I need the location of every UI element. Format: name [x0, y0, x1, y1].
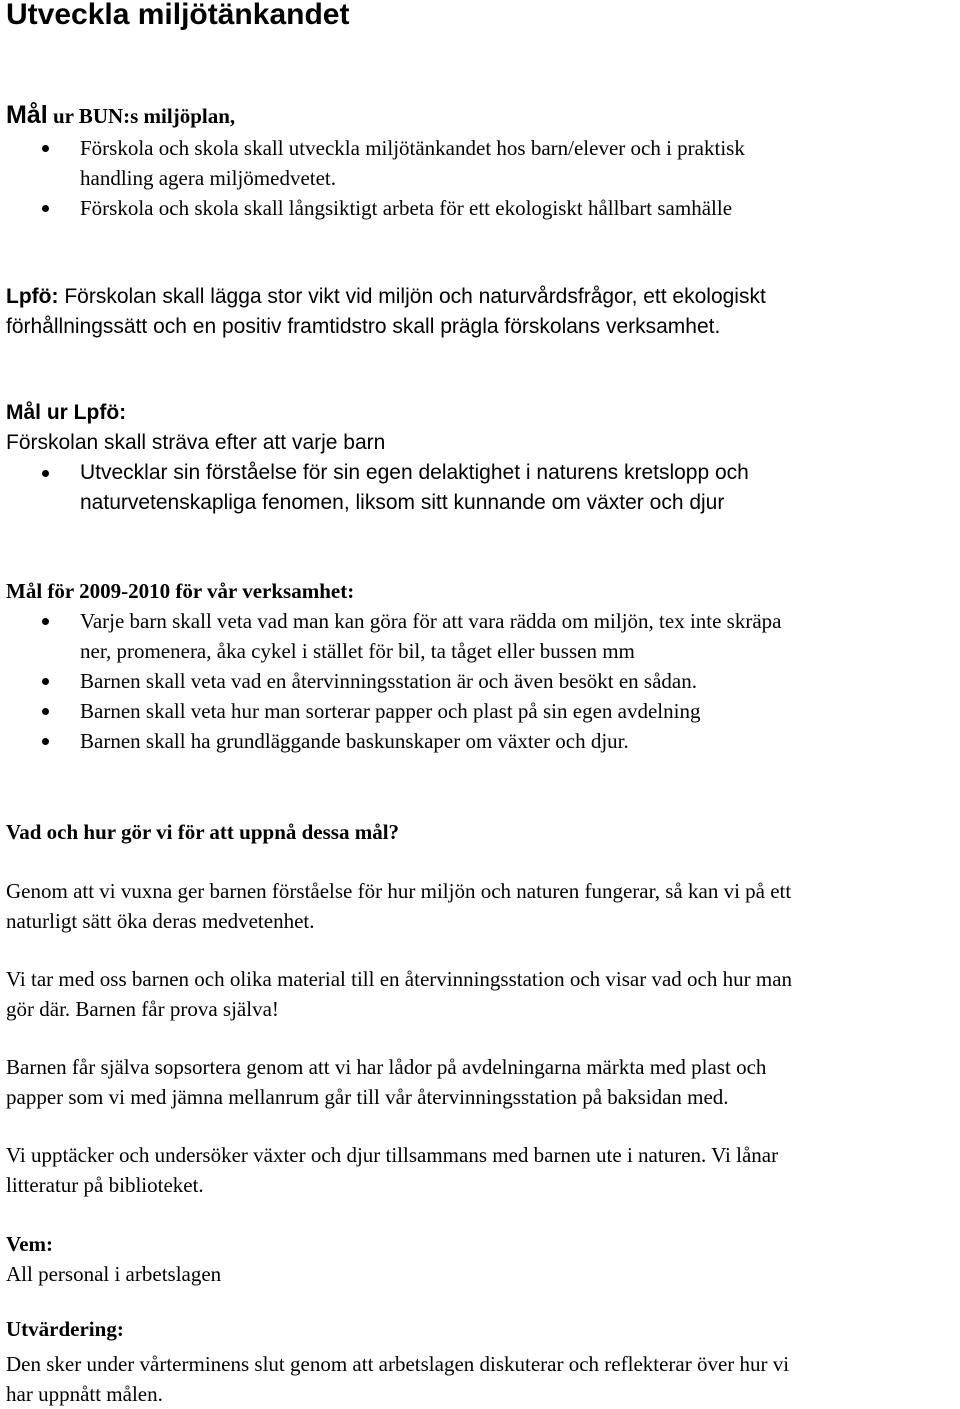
bullet-icon — [42, 678, 49, 685]
how-p2-line-1: Vi tar med oss barnen och olika material till en återvinningsstation och visar vad och hur man — [6, 967, 793, 991]
bullet-icon — [42, 205, 49, 212]
bun-bullet-1-line-2: handling agera miljömedvetet. — [80, 166, 336, 190]
bullet-icon — [42, 738, 49, 745]
mal-2009-bullet-3 — [6, 696, 958, 726]
mal-lpfo-bullet-list — [6, 458, 958, 518]
mal-2009-heading: Mål för 2009-2010 för vår verksamhet: — [6, 579, 355, 603]
how-section — [6, 817, 958, 847]
lpfo-line-1 — [6, 282, 958, 312]
mal-2009-bullet-4-line-1: Barnen skall ha grundläggande baskunskaper om växter och djur. — [80, 729, 629, 753]
utvardering-line-1: Den sker under vårterminens slut genom att arbetslagen diskuterar och reflekterar över hur vi — [6, 1352, 790, 1376]
how-paragraph-4 — [6, 1140, 958, 1200]
mal-2009-section — [6, 576, 958, 756]
how-p3-line-1: Barnen får själva sopsortera genom att vi har lådor på avdelningarna märkta med plast och — [6, 1055, 767, 1079]
mal-lpfo-bullet-1 — [6, 458, 958, 518]
vem-heading: Vem: — [6, 1232, 54, 1256]
how-p1-line-2: naturligt sätt öka deras medvetenhet. — [6, 909, 315, 933]
bun-bullet-2-line-1: Förskola och skola skall långsiktigt arbeta för ett ekologiskt hållbart samhälle — [80, 196, 733, 220]
bun-bullet-1-line-1: Förskola och skola skall utveckla miljötänkandet hos barn/elever och i praktisk — [80, 136, 745, 160]
mal-lpfo-bullet-1-line-1: Utvecklar sin förståelse för sin egen delaktighet i naturens kretslopp och — [80, 461, 749, 484]
bullet-icon — [42, 708, 49, 715]
lpfo-line-2: förhållningssätt och en positiv framtidstro skall prägla förskolans verksamhet. — [6, 315, 721, 338]
bullet-icon — [42, 618, 49, 625]
how-paragraph-2 — [6, 964, 958, 1024]
how-p4-line-1: Vi upptäcker och undersöker växter och djur tillsammans med barnen ute i naturen. Vi lånar — [6, 1143, 779, 1167]
mal-lpfo-section — [6, 398, 958, 518]
mal-lpfo-bullet-1-line-2: naturvetenskapliga fenomen, liksom sitt kunnande om växter och djur — [80, 491, 725, 514]
bun-bullet-2 — [6, 193, 958, 223]
how-p4-line-2: litteratur på biblioteket. — [6, 1173, 204, 1197]
lpfo-text-1: Förskolan skall lägga stor vikt vid miljön och naturvårdsfrågor, ett ekologiskt — [58, 285, 766, 308]
bullet-icon — [42, 470, 49, 477]
mal-2009-bullet-3-line-1: Barnen skall veta hur man sorterar papper och plast på sin egen avdelning — [80, 699, 701, 723]
utvardering-line-2: har uppnått målen. — [6, 1382, 163, 1406]
page-title: Utveckla miljötänkandet — [6, 0, 350, 31]
mal-lpfo-heading: Mål ur Lpfö: — [6, 401, 127, 424]
mal-2009-bullet-1 — [6, 606, 958, 666]
how-p3-line-2: papper som vi med jämna mellanrum går till vår återvinningsstation på baksidan med. — [6, 1085, 729, 1109]
how-p1-line-1: Genom att vi vuxna ger barnen förståelse för hur miljön och naturen fungerar, så kan vi på ett — [6, 879, 792, 903]
how-paragraph-3 — [6, 1052, 958, 1112]
mal-2009-bullet-1-line-2: ner, promenera, åka cykel i stället för bil, ta tåget eller bussen mm — [80, 639, 635, 663]
bun-bullet-list — [6, 133, 958, 223]
bullet-icon — [42, 145, 49, 152]
lpfo-label: Lpfö: — [6, 285, 59, 308]
mal-2009-bullet-list — [6, 606, 958, 756]
mal-2009-bullet-4 — [6, 726, 958, 756]
bun-section — [6, 98, 958, 223]
mal-2009-bullet-2-line-1: Barnen skall veta vad en återvinningsstation är och även besökt en sådan. — [80, 669, 697, 693]
how-p2-line-2: gör där. Barnen får prova själva! — [6, 997, 279, 1021]
lpfo-section — [6, 282, 958, 342]
mal-2009-bullet-2 — [6, 666, 958, 696]
bun-bullet-1 — [6, 133, 958, 193]
bun-heading — [6, 98, 958, 133]
bun-heading-mal: Mål — [6, 101, 48, 129]
utvardering-section — [6, 1314, 958, 1409]
vem-text: All personal i arbetslagen — [6, 1262, 222, 1286]
mal-lpfo-intro: Förskolan skall sträva efter att varje barn — [6, 431, 386, 454]
how-heading: Vad och hur gör vi för att uppnå dessa mål? — [6, 820, 400, 844]
mal-2009-bullet-1-line-1: Varje barn skall veta vad man kan göra för att vara rädda om miljön, tex inte skräpa — [80, 609, 782, 633]
vem-section — [6, 1229, 958, 1289]
bun-heading-rest: ur BUN:s miljöplan, — [52, 104, 236, 128]
utvardering-heading: Utvärdering: — [6, 1317, 124, 1341]
how-paragraph-1 — [6, 876, 958, 936]
